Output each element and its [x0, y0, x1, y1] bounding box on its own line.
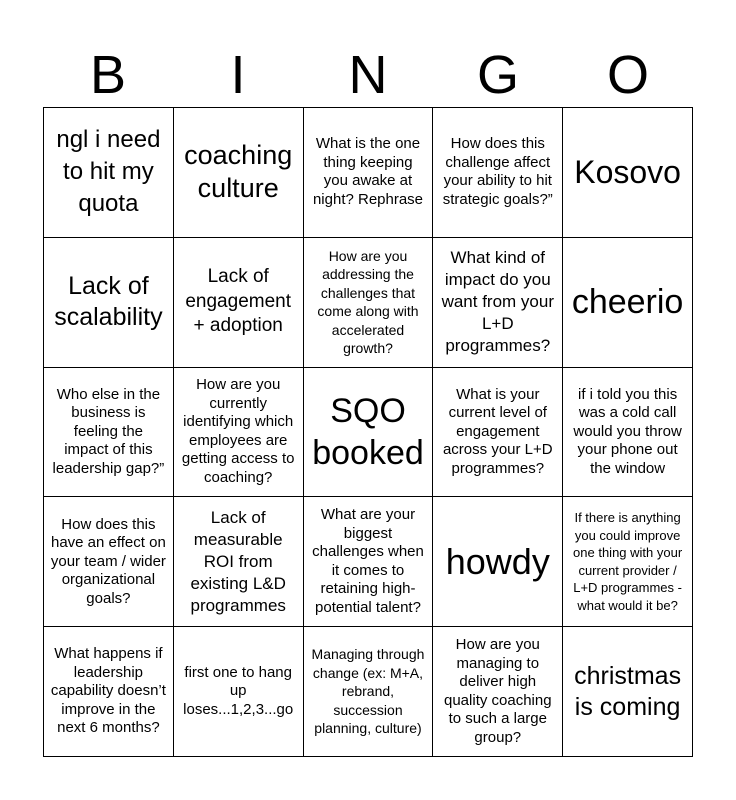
cell-text: What is the one thing keeping you awake at night? Rephrase: [312, 135, 424, 208]
bingo-cell[interactable]: [433, 368, 563, 498]
cell-text: if i told you this was a cold call would you throw your phone out the window: [573, 385, 682, 477]
bingo-cell[interactable]: [433, 238, 563, 368]
cell-text: Who else in the business is feeling the impact of this leadership gap?”: [52, 385, 165, 477]
bingo-cell[interactable]: [563, 627, 693, 757]
bingo-cell[interactable]: [563, 368, 693, 498]
bingo-cell[interactable]: [44, 108, 174, 238]
cell-text: How are you managing to deliver high quality coaching to such a large group?: [444, 636, 552, 746]
bingo-cell[interactable]: [44, 238, 174, 368]
cell-text: SQO booked: [312, 391, 424, 472]
bingo-cell[interactable]: [44, 497, 174, 627]
bingo-cell[interactable]: [563, 497, 693, 627]
bingo-cell[interactable]: [563, 238, 693, 368]
cell-text: How does this have an effect on your team / wider organizational goals?: [50, 515, 166, 607]
bingo-cell[interactable]: [433, 627, 563, 757]
header-letter-i: I: [230, 45, 246, 105]
cell-text: Kosovo: [574, 154, 681, 191]
bingo-cell[interactable]: [174, 627, 304, 757]
header-letter-g: G: [476, 45, 519, 105]
header-letter-b: B: [89, 45, 127, 105]
cell-text: What is your current level of engagement across your L+D programmes?: [442, 385, 553, 477]
cell-text: Managing through change (ex: M+A, rebrand, succession planning, culture): [311, 646, 425, 737]
bingo-cell[interactable]: [174, 108, 304, 238]
bingo-cell[interactable]: [563, 108, 693, 238]
header-letter-n: N: [348, 45, 388, 105]
cell-text: Lack of scalability: [54, 272, 163, 332]
cell-text: howdy: [445, 540, 550, 582]
cell-text: Lack of engagement + adoption: [185, 266, 292, 337]
bingo-header: [43, 44, 693, 106]
bingo-cell[interactable]: [304, 497, 434, 627]
cell-text: coaching culture: [184, 140, 293, 204]
cell-text: What happens if leadership capability doesn’t improve in the next 6 months?: [50, 645, 166, 737]
bingo-cell[interactable]: [44, 368, 174, 498]
cell-text: If there is anything you could improve one thing with your current provider / L+D programmes - what would it be?: [573, 510, 683, 613]
bingo-cell[interactable]: [44, 627, 174, 757]
bingo-cell[interactable]: [174, 368, 304, 498]
bingo-cell[interactable]: [174, 497, 304, 627]
cell-text: What kind of impact do you want from your L+D programmes?: [441, 248, 554, 356]
cell-text: ngl i need to hit my quota: [56, 126, 161, 218]
bingo-cell[interactable]: [304, 368, 434, 498]
cell-text: How does this challenge affect your ability to hit strategic goals?”: [442, 135, 553, 208]
cell-text: cheerio: [571, 283, 684, 322]
bingo-cell[interactable]: [174, 238, 304, 368]
header-letter-o: O: [606, 45, 649, 105]
bingo-cell[interactable]: [304, 238, 434, 368]
cell-text: Lack of measurable ROI from existing L&D programmes: [190, 507, 286, 615]
bingo-cell[interactable]: [433, 108, 563, 238]
cell-text: How are you addressing the challenges that come along with accelerated growth?: [317, 247, 419, 357]
bingo-cell[interactable]: [304, 108, 434, 238]
cell-text: What are your biggest challenges when it comes to retaining high-potential talent?: [312, 506, 424, 616]
cell-text: How are you currently identifying which employees are getting access to coaching?: [181, 376, 295, 486]
cell-text: christmas is coming: [574, 661, 682, 721]
cell-text: first one to hang up loses...1,2,3...go: [183, 663, 294, 718]
bingo-cell[interactable]: [433, 497, 563, 627]
bingo-grid: [43, 107, 693, 757]
bingo-cell[interactable]: [304, 627, 434, 757]
